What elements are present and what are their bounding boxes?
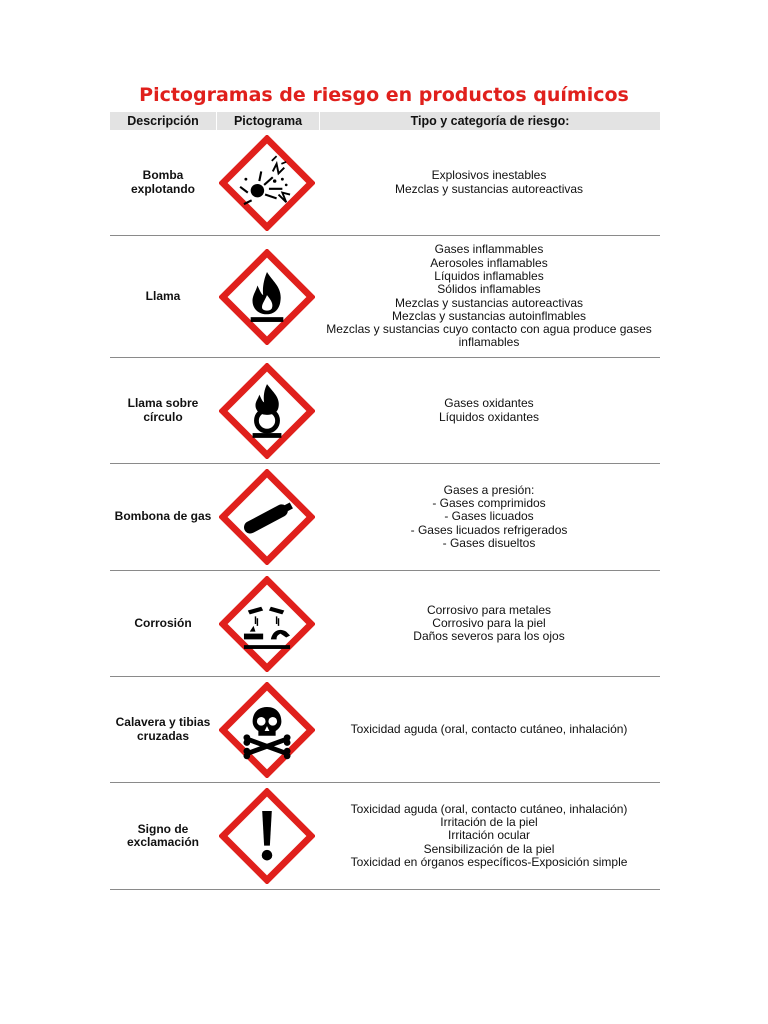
exclamation-mark-icon (219, 788, 315, 884)
risk-line: Corrosivo para la piel (432, 615, 546, 630)
column-header-pictogram: Pictograma (217, 112, 320, 130)
risk-line: Daños severos para los ojos (413, 629, 565, 644)
gas-cylinder-icon (219, 469, 315, 565)
column-header-risk: Tipo y categoría de riesgo: (410, 114, 570, 128)
risk-line: Irritación ocular (447, 828, 531, 843)
row-description: Llama (145, 288, 181, 303)
risk-line: Gases inflammables (434, 242, 544, 257)
risk-line: Gases a presión: (443, 482, 535, 497)
skull-crossbones-icon (219, 682, 315, 778)
row-description: Bomba explotando (130, 168, 195, 196)
risk-line: Toxicidad aguda (oral, contacto cutáneo, inhalación) (350, 721, 628, 736)
risk-line: Aerosoles inflamables (430, 255, 548, 270)
risk-line: Sensibilización de la piel (423, 841, 555, 856)
table-row (110, 783, 660, 890)
risk-line: - Gases comprimidos (432, 496, 546, 511)
risk-line: - Gases disueltos (442, 535, 536, 550)
flame-over-circle-icon (219, 363, 315, 459)
risk-line: Sólidos inflamables (437, 282, 541, 297)
row-description: Signo de exclamación (126, 821, 200, 849)
risk-line: Mezclas y sustancias autoreactivas (394, 295, 584, 310)
row-description: Llama sobre círculo (127, 396, 199, 424)
risk-line: - Gases licuados (444, 509, 534, 524)
column-header-description: Descripción (110, 112, 217, 130)
risk-line: Toxicidad aguda (oral, contacto cutáneo, inhalación) (350, 801, 628, 816)
flame-icon (219, 249, 315, 345)
risk-line: Líquidos oxidantes (438, 409, 540, 424)
risk-line: Irritación de la piel (440, 815, 538, 830)
risk-line: Corrosivo para metales (426, 602, 552, 617)
risk-line: Líquidos inflamables (434, 268, 544, 283)
page-title: Pictogramas de riesgo en productos químicos (139, 84, 629, 106)
table-header (110, 112, 660, 130)
risk-line: Mezclas y sustancias autoinflmables (391, 308, 587, 323)
risk-line: Mezclas y sustancias autoreactivas (394, 181, 584, 196)
row-description: Corrosión (134, 615, 192, 630)
risk-line: Mezclas y sustancias cuyo contacto con agua produce gases inflamables (326, 322, 652, 350)
row-description: Calavera y tibias cruzadas (115, 715, 211, 743)
risk-line: Toxicidad en órganos específicos-Exposición simple (350, 854, 628, 869)
table-row (110, 236, 660, 358)
risk-line: Gases oxidantes (444, 396, 534, 411)
table-row (110, 571, 660, 677)
exploding-bomb-icon (219, 135, 315, 231)
table-row (110, 358, 660, 464)
risk-line: Explosivos inestables (431, 168, 547, 183)
table-row (110, 130, 660, 236)
table-row (110, 464, 660, 571)
risk-line: - Gases licuados refrigerados (410, 522, 568, 537)
table-row (110, 677, 660, 783)
corrosion-icon (219, 576, 315, 672)
hazard-pictogram-table (110, 112, 660, 890)
row-description: Bombona de gas (114, 509, 212, 524)
